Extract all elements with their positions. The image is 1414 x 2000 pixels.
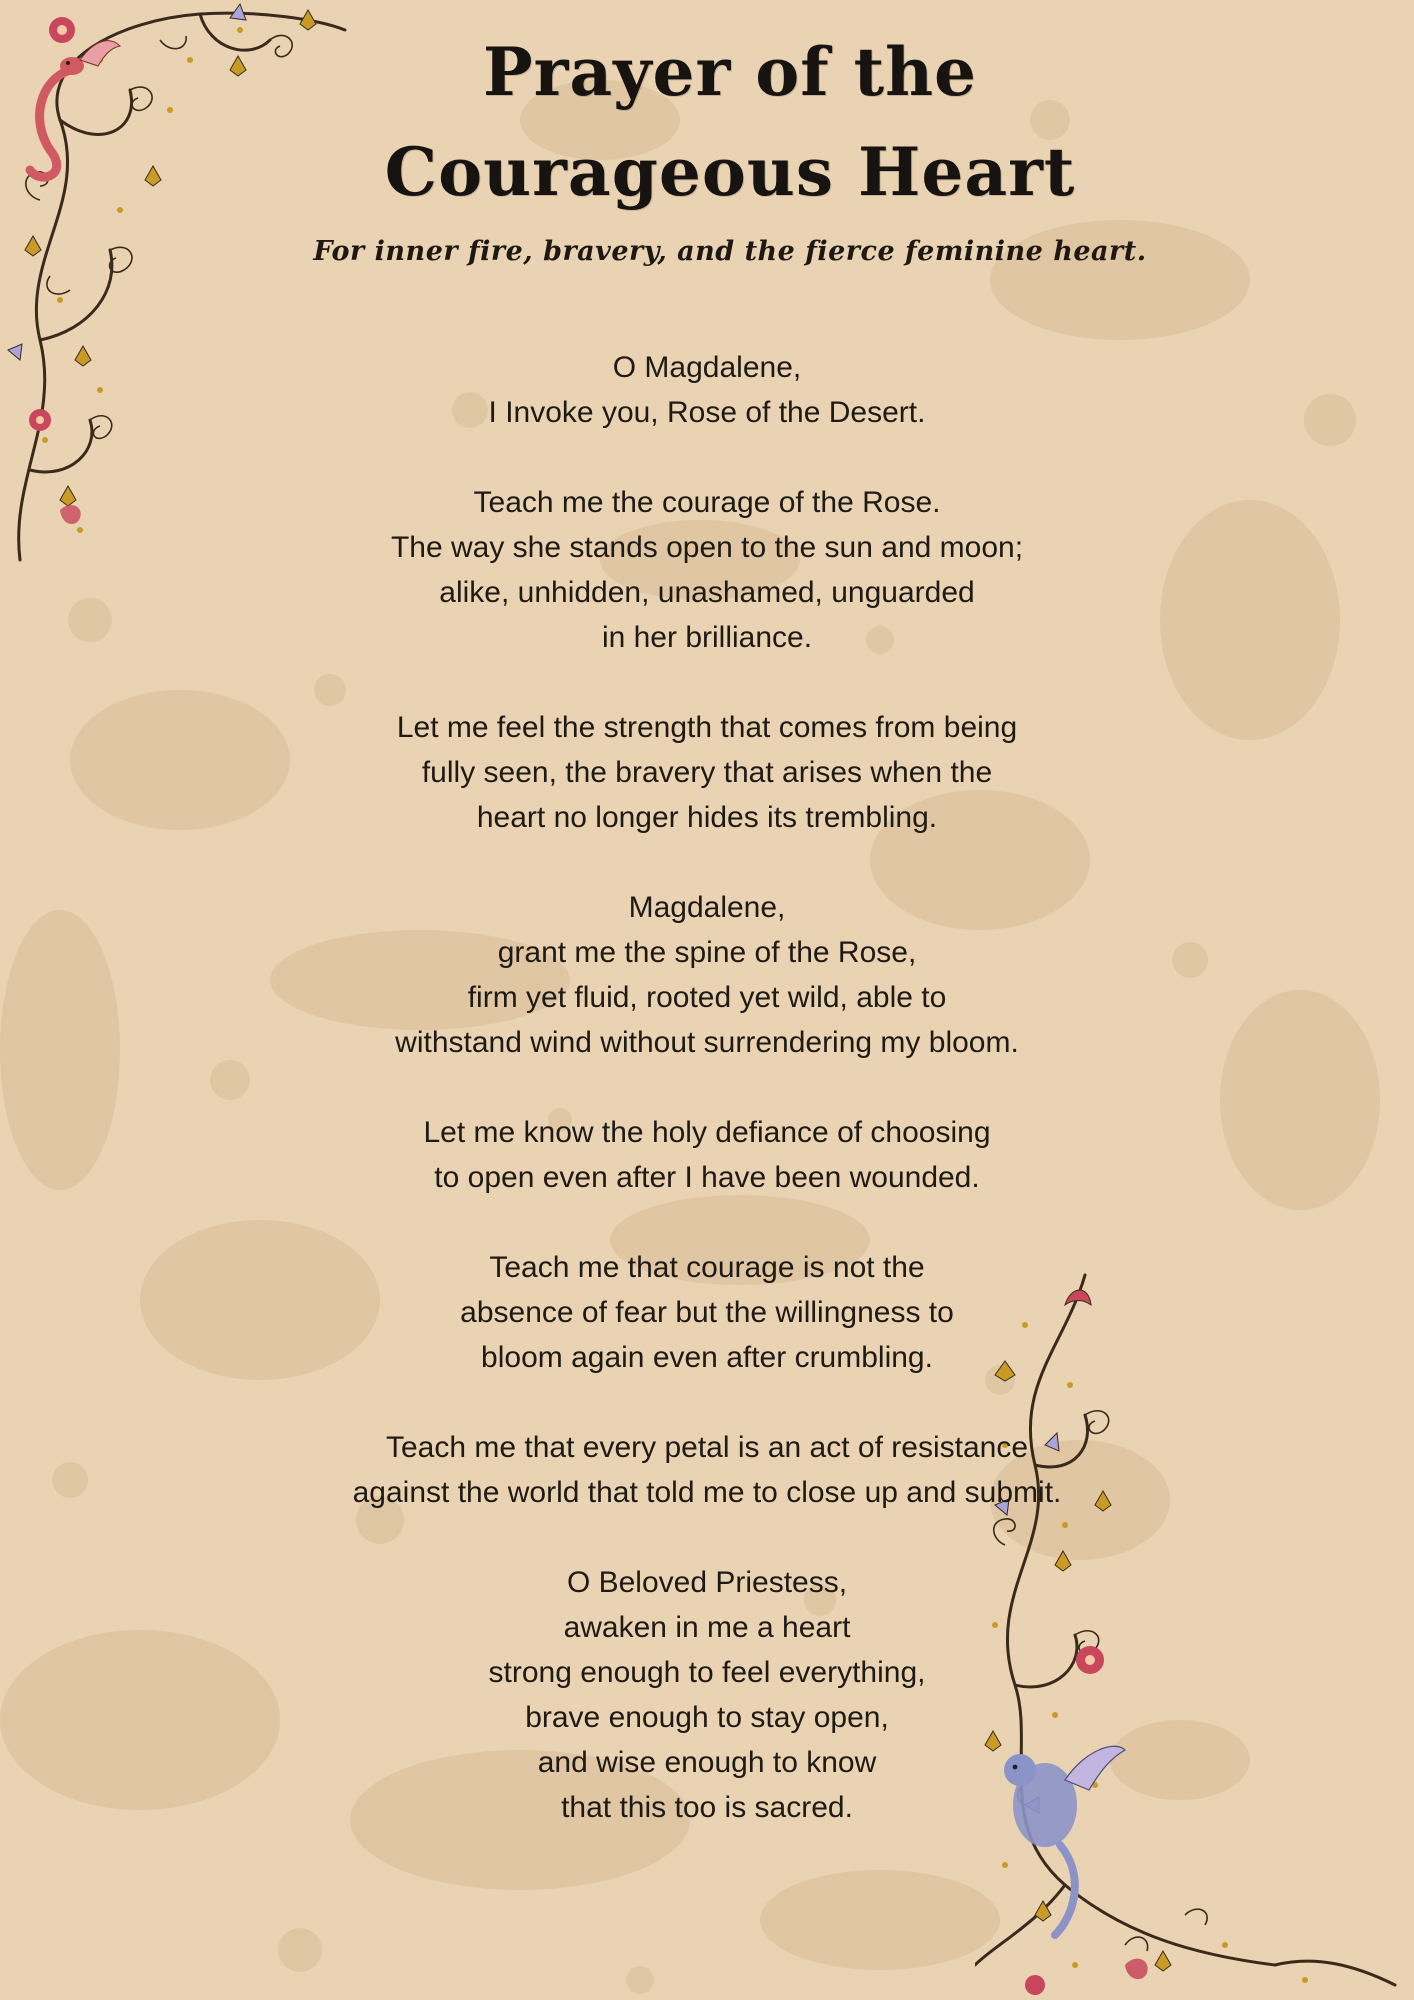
stanza-3: [200, 705, 1214, 840]
poem-line: I Invoke you, Rose of the Desert.: [488, 396, 926, 429]
poem-body: [200, 345, 1214, 1830]
poem-line: brave enough to stay open,: [525, 1701, 889, 1734]
title-line-1: Prayer of the: [482, 33, 978, 111]
stanza-7: [200, 1425, 1214, 1515]
title-line-2: Courageous Heart: [384, 133, 1076, 211]
poem-line: O Magdalene,: [612, 351, 802, 384]
poem-line: alike, unhidden, unashamed, unguarded: [439, 576, 975, 609]
poem-line: bloom again even after crumbling.: [481, 1341, 933, 1374]
stanza-1: [200, 345, 1214, 435]
poem-line: Let me feel the strength that comes from being: [396, 711, 1018, 744]
poem-line: fully seen, the bravery that arises when the: [421, 756, 993, 789]
poem-line: Teach me that every petal is an act of resistance: [386, 1431, 1028, 1464]
poem-line: Teach me that courage is not the: [489, 1251, 925, 1284]
title: [300, 22, 1160, 222]
poem-line: The way she stands open to the sun and moon;: [390, 531, 1024, 564]
poem-line: Teach me the courage of the Rose.: [473, 486, 941, 519]
stanza-4: [200, 885, 1214, 1065]
poem-line: absence of fear but the willingness to: [460, 1296, 954, 1329]
poem-line: Magdalene,: [628, 891, 786, 924]
poem-line: strong enough to feel everything,: [488, 1656, 926, 1689]
poem-line: to open even after I have been wounded.: [434, 1161, 980, 1194]
poem-line: withstand wind without surrendering my bloom.: [395, 1026, 1019, 1059]
poem-line: grant me the spine of the Rose,: [497, 936, 917, 969]
stanza-2: [200, 480, 1214, 660]
poem-line: Let me know the holy defiance of choosing: [423, 1116, 991, 1149]
poem-line: O Beloved Priestess,: [566, 1566, 848, 1599]
stanza-6: [200, 1245, 1214, 1380]
poem-line: that this too is sacred.: [561, 1791, 853, 1824]
stanza-8: [200, 1560, 1214, 1830]
poem-line: against the world that told me to close up and submit.: [352, 1476, 1062, 1509]
poem-line: heart no longer hides its trembling.: [476, 801, 938, 834]
poem-line: firm yet fluid, rooted yet wild, able to: [467, 981, 947, 1014]
poem-line: awaken in me a heart: [563, 1611, 851, 1644]
poem-line: in her brilliance.: [601, 621, 813, 654]
stanza-5: [200, 1110, 1214, 1200]
subtitle: For inner fire, bravery, and the fierce feminine heart.: [313, 236, 1147, 267]
poem-line: and wise enough to know: [537, 1746, 877, 1779]
